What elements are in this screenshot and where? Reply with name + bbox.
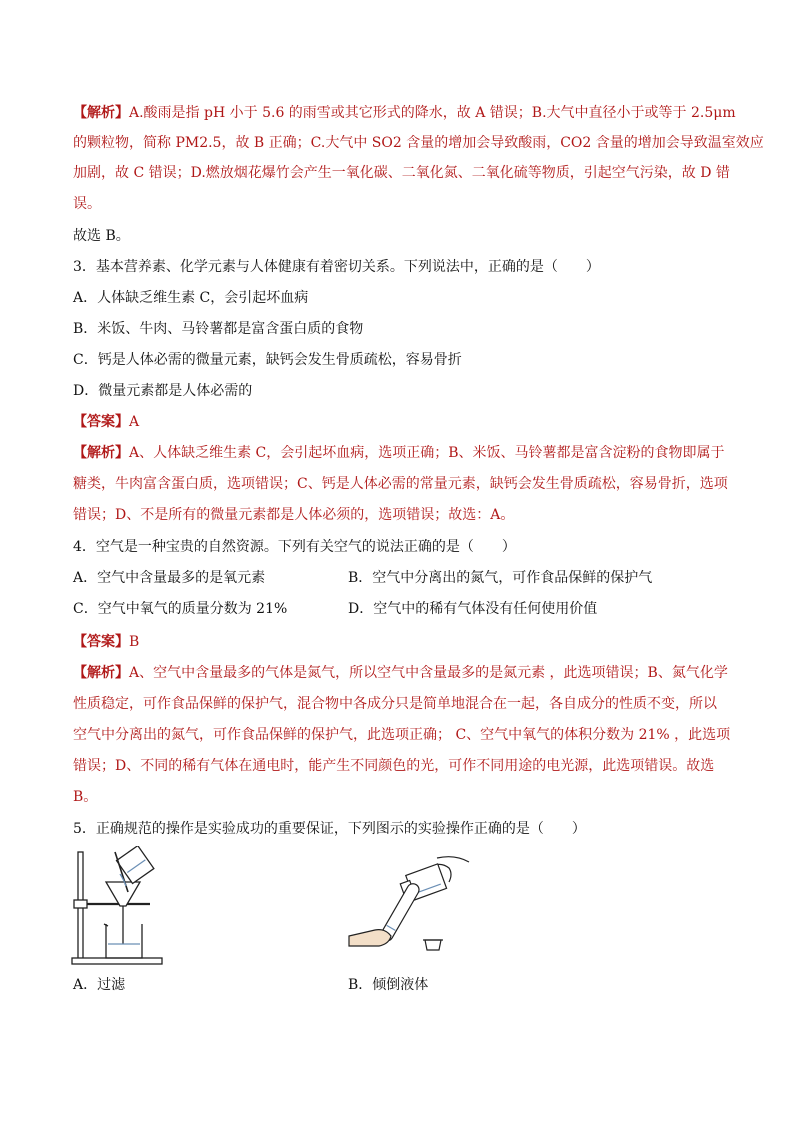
q4-option-c: C．空气中氧气的质量分数为 21% — [73, 601, 288, 617]
q5-option-a: A．过滤 — [73, 977, 126, 993]
prev-analysis-line-3: 加剧，故 C 错误；D.燃放烟花爆竹会产生一氧化碳、二氧化氮、二氧化硫等物质，引起空气污染，故 D 错 — [73, 165, 730, 181]
q4-option-a: A．空气中含量最多的是氧元素 — [73, 570, 266, 586]
q4-answer-value: B — [129, 634, 140, 650]
q4-stem: 4．空气是一种宝贵的自然资源。下列有关空气的说法正确的是（ ） — [73, 539, 516, 555]
q4-option-d: D．空气中的稀有气体没有任何使用价值 — [348, 601, 598, 617]
analysis-tag: 【解析】 — [73, 105, 129, 121]
q3-option-a: A．人体缺乏维生素 C，会引起坏血病 — [73, 290, 309, 306]
prev-conclusion: 故选 B。 — [73, 228, 130, 244]
q3-answer-value: A — [129, 414, 140, 430]
prev-analysis-line-2: 的颗粒物，简称 PM2.5，故 B 正确；C.大气中 SO2 含量的增加会导致酸雨，CO2 含量的增加会导致温室效应 — [73, 135, 764, 151]
q3-analysis-line-1: 【解析】A、人体缺乏维生素 C，会引起坏血病，选项正确；B、米饭、马铃薯都是富含淀粉的食物即属于 — [73, 445, 725, 461]
q4-analysis-line-5: B。 — [73, 789, 98, 805]
q4-analysis-line-4: 错误；D、不同的稀有气体在通电时，能产生不同颜色的光，可作不同用途的电光源，此选项错误。故选 — [73, 758, 715, 774]
q4-option-b: B．空气中分离出的氮气，可作食品保鲜的保护气 — [348, 570, 653, 586]
prev-analysis-line-1: 【解析】A.酸雨是指 pH 小于 5.6 的雨雪或其它形式的降水，故 A 错误；B.大气中直径小于或等于 2.5μm — [73, 105, 736, 121]
q3-analysis-line-3: 错误；D、不是所有的微量元素都是人体必须的，选项错误；故选：A。 — [73, 507, 515, 523]
q5-option-b: B．倾倒液体 — [348, 977, 429, 993]
q3-analysis-line-2: 糖类，牛肉富含蛋白质，选项错误；C、钙是人体必需的常量元素，缺钙会发生骨质疏松，容易骨折，选项 — [73, 476, 728, 492]
prev-analysis-line-4: 误。 — [73, 196, 101, 212]
q4-answer: 【答案】B — [73, 634, 140, 650]
q3-option-d: D．微量元素都是人体必需的 — [73, 383, 253, 399]
filtration-apparatus-figure — [70, 846, 180, 968]
q3-answer: 【答案】A — [73, 414, 140, 430]
q4-analysis-line-2: 性质稳定，可作食品保鲜的保护气，混合物中各成分只是简单地混合在一起，各自成分的性质不变，所以 — [73, 696, 717, 712]
q4-analysis-line-1: 【解析】A、空气中含量最多的气体是氮气，所以空气中含量最多的是氮元素 ，此选项错误；B、氮气化学 — [73, 665, 728, 681]
pouring-liquid-figure — [345, 852, 473, 958]
q5-stem: 5．正确规范的操作是实验成功的重要保证，下列图示的实验操作正确的是（ ） — [73, 821, 586, 837]
q3-option-b: B．米饭、牛肉、马铃薯都是富含蛋白质的食物 — [73, 321, 364, 337]
q4-analysis-line-3: 空气中分离出的氮气，可作食品保鲜的保护气，此选项正确； C、空气中氧气的体积分数为 21% ，此选项 — [73, 727, 731, 743]
q3-stem: 3．基本营养素、化学元素与人体健康有着密切关系。下列说法中，正确的是（ ） — [73, 259, 600, 275]
q3-option-c: C．钙是人体必需的微量元素，缺钙会发生骨质疏松，容易骨折 — [73, 352, 462, 368]
